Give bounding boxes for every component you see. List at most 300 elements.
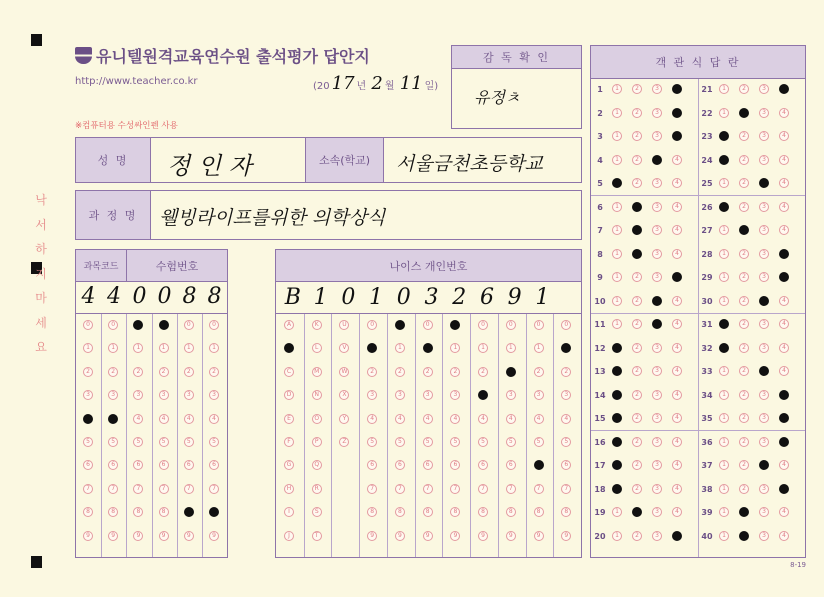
answer-bubble[interactable]: 1 bbox=[133, 343, 143, 353]
answer-bubble[interactable]: 2 bbox=[632, 531, 642, 541]
answer-bubble[interactable]: 1 bbox=[719, 343, 729, 353]
answer-bubble[interactable]: 2 bbox=[739, 225, 749, 235]
answer-bubble[interactable]: 4 bbox=[779, 413, 789, 423]
answer-bubble[interactable]: 1 bbox=[367, 343, 377, 353]
answer-bubble[interactable]: L bbox=[312, 343, 322, 353]
answer-bubble[interactable]: 6 bbox=[450, 460, 460, 470]
answer-bubble[interactable]: 3 bbox=[652, 507, 662, 517]
answer-bubble[interactable]: 9 bbox=[133, 531, 143, 541]
answer-bubble[interactable]: 4 bbox=[672, 366, 682, 376]
answer-bubble[interactable]: 2 bbox=[632, 460, 642, 470]
answer-bubble[interactable]: 2 bbox=[450, 367, 460, 377]
answer-bubble[interactable]: 9 bbox=[506, 531, 516, 541]
answer-bubble[interactable]: 1 bbox=[719, 507, 729, 517]
answer-bubble[interactable]: 0 bbox=[506, 320, 516, 330]
answer-bubble[interactable]: 3 bbox=[759, 249, 769, 259]
answer-bubble[interactable]: 5 bbox=[423, 437, 433, 447]
answer-bubble[interactable]: T bbox=[312, 531, 322, 541]
answer-bubble[interactable]: 3 bbox=[450, 390, 460, 400]
answer-bubble[interactable]: 8 bbox=[209, 507, 219, 517]
answer-bubble[interactable]: 8 bbox=[534, 507, 544, 517]
answer-bubble[interactable]: 7 bbox=[209, 484, 219, 494]
answer-bubble[interactable]: 3 bbox=[652, 413, 662, 423]
answer-bubble[interactable]: 6 bbox=[395, 460, 405, 470]
answer-bubble[interactable]: 4 bbox=[83, 414, 93, 424]
answer-bubble[interactable]: 5 bbox=[209, 437, 219, 447]
answer-bubble[interactable]: 9 bbox=[184, 531, 194, 541]
answer-bubble[interactable]: P bbox=[312, 437, 322, 447]
answer-bubble[interactable]: 2 bbox=[739, 84, 749, 94]
answer-bubble[interactable]: 9 bbox=[367, 531, 377, 541]
answer-bubble[interactable]: 8 bbox=[83, 507, 93, 517]
answer-bubble[interactable]: 3 bbox=[759, 84, 769, 94]
answer-bubble[interactable]: 1 bbox=[719, 202, 729, 212]
answer-bubble[interactable]: 4 bbox=[423, 414, 433, 424]
answer-bubble[interactable]: 3 bbox=[759, 437, 769, 447]
answer-bubble[interactable]: 1 bbox=[612, 437, 622, 447]
answer-bubble[interactable]: M bbox=[312, 367, 322, 377]
answer-bubble[interactable]: 2 bbox=[632, 390, 642, 400]
answer-bubble[interactable]: 4 bbox=[779, 507, 789, 517]
answer-bubble[interactable]: 4 bbox=[672, 202, 682, 212]
answer-bubble[interactable]: 4 bbox=[672, 225, 682, 235]
answer-bubble[interactable]: 3 bbox=[652, 437, 662, 447]
answer-bubble[interactable]: 1 bbox=[612, 484, 622, 494]
answer-bubble[interactable]: 2 bbox=[632, 343, 642, 353]
answer-bubble[interactable]: 2 bbox=[739, 178, 749, 188]
answer-bubble[interactable]: 1 bbox=[612, 155, 622, 165]
answer-bubble[interactable]: 2 bbox=[632, 131, 642, 141]
answer-bubble[interactable]: 7 bbox=[506, 484, 516, 494]
answer-bubble[interactable]: 6 bbox=[561, 460, 571, 470]
answer-bubble[interactable]: 3 bbox=[561, 390, 571, 400]
answer-bubble[interactable]: 1 bbox=[719, 484, 729, 494]
answer-bubble[interactable]: 6 bbox=[159, 460, 169, 470]
answer-bubble[interactable]: 1 bbox=[719, 155, 729, 165]
answer-bubble[interactable]: 7 bbox=[534, 484, 544, 494]
answer-bubble[interactable]: 3 bbox=[652, 84, 662, 94]
answer-bubble[interactable]: 4 bbox=[561, 414, 571, 424]
answer-bubble[interactable]: 2 bbox=[739, 108, 749, 118]
answer-bubble[interactable]: 2 bbox=[184, 367, 194, 377]
answer-bubble[interactable]: 9 bbox=[534, 531, 544, 541]
answer-bubble[interactable]: 4 bbox=[506, 414, 516, 424]
answer-bubble[interactable]: 3 bbox=[759, 225, 769, 235]
answer-bubble[interactable]: 1 bbox=[534, 343, 544, 353]
answer-bubble[interactable]: 7 bbox=[478, 484, 488, 494]
answer-bubble[interactable]: 1 bbox=[719, 249, 729, 259]
answer-bubble[interactable]: R bbox=[312, 484, 322, 494]
answer-bubble[interactable]: 0 bbox=[367, 320, 377, 330]
answer-bubble[interactable]: 2 bbox=[739, 484, 749, 494]
answer-bubble[interactable]: 3 bbox=[759, 507, 769, 517]
answer-bubble[interactable]: 5 bbox=[133, 437, 143, 447]
answer-bubble[interactable]: 1 bbox=[423, 343, 433, 353]
answer-bubble[interactable]: S bbox=[312, 507, 322, 517]
answer-bubble[interactable]: 6 bbox=[478, 460, 488, 470]
answer-bubble[interactable]: 4 bbox=[779, 131, 789, 141]
answer-bubble[interactable]: 5 bbox=[367, 437, 377, 447]
answer-bubble[interactable]: 2 bbox=[423, 367, 433, 377]
answer-bubble[interactable]: 4 bbox=[779, 272, 789, 282]
answer-bubble[interactable]: X bbox=[339, 390, 349, 400]
answer-bubble[interactable]: 1 bbox=[612, 178, 622, 188]
answer-bubble[interactable]: 9 bbox=[561, 531, 571, 541]
answer-bubble[interactable]: 2 bbox=[159, 367, 169, 377]
answer-bubble[interactable]: 8 bbox=[133, 507, 143, 517]
answer-bubble[interactable]: 1 bbox=[209, 343, 219, 353]
answer-bubble[interactable]: 0 bbox=[184, 320, 194, 330]
answer-bubble[interactable]: 1 bbox=[108, 343, 118, 353]
answer-bubble[interactable]: U bbox=[339, 320, 349, 330]
answer-bubble[interactable]: 3 bbox=[652, 178, 662, 188]
answer-bubble[interactable]: B bbox=[284, 343, 294, 353]
answer-bubble[interactable]: 3 bbox=[652, 108, 662, 118]
answer-bubble[interactable]: 3 bbox=[108, 390, 118, 400]
answer-bubble[interactable]: 3 bbox=[652, 319, 662, 329]
answer-bubble[interactable]: 6 bbox=[184, 460, 194, 470]
answer-bubble[interactable]: 2 bbox=[739, 249, 749, 259]
answer-bubble[interactable]: 5 bbox=[478, 437, 488, 447]
answer-bubble[interactable]: 3 bbox=[423, 390, 433, 400]
answer-bubble[interactable]: 2 bbox=[632, 225, 642, 235]
answer-bubble[interactable]: G bbox=[284, 460, 294, 470]
answer-bubble[interactable]: 1 bbox=[719, 272, 729, 282]
answer-bubble[interactable]: 3 bbox=[759, 366, 769, 376]
answer-bubble[interactable]: 3 bbox=[759, 531, 769, 541]
answer-bubble[interactable]: 8 bbox=[506, 507, 516, 517]
answer-bubble[interactable]: 7 bbox=[133, 484, 143, 494]
answer-bubble[interactable]: 8 bbox=[561, 507, 571, 517]
answer-bubble[interactable]: 4 bbox=[779, 460, 789, 470]
answer-bubble[interactable]: 3 bbox=[367, 390, 377, 400]
answer-bubble[interactable]: 3 bbox=[759, 178, 769, 188]
answer-bubble[interactable]: 3 bbox=[652, 131, 662, 141]
answer-bubble[interactable]: 3 bbox=[759, 460, 769, 470]
answer-bubble[interactable]: 0 bbox=[478, 320, 488, 330]
answer-bubble[interactable]: 0 bbox=[133, 320, 143, 330]
answer-bubble[interactable]: 1 bbox=[561, 343, 571, 353]
answer-bubble[interactable]: 4 bbox=[672, 108, 682, 118]
answer-bubble[interactable]: I bbox=[284, 507, 294, 517]
answer-bubble[interactable]: 4 bbox=[672, 319, 682, 329]
answer-bubble[interactable]: W bbox=[339, 367, 349, 377]
answer-bubble[interactable]: K bbox=[312, 320, 322, 330]
answer-bubble[interactable]: 7 bbox=[184, 484, 194, 494]
answer-bubble[interactable]: 4 bbox=[478, 414, 488, 424]
answer-bubble[interactable]: 4 bbox=[672, 249, 682, 259]
answer-bubble[interactable]: 1 bbox=[719, 366, 729, 376]
answer-bubble[interactable]: 2 bbox=[739, 437, 749, 447]
answer-bubble[interactable]: 2 bbox=[739, 413, 749, 423]
answer-bubble[interactable]: 3 bbox=[184, 390, 194, 400]
answer-bubble[interactable]: 4 bbox=[367, 414, 377, 424]
answer-bubble[interactable]: 2 bbox=[367, 367, 377, 377]
answer-bubble[interactable]: 4 bbox=[209, 414, 219, 424]
answer-bubble[interactable]: 4 bbox=[779, 84, 789, 94]
answer-bubble[interactable]: 4 bbox=[779, 390, 789, 400]
answer-bubble[interactable]: 4 bbox=[779, 225, 789, 235]
answer-bubble[interactable]: 3 bbox=[652, 155, 662, 165]
answer-bubble[interactable]: 0 bbox=[561, 320, 571, 330]
answer-bubble[interactable]: 4 bbox=[672, 131, 682, 141]
answer-bubble[interactable]: 1 bbox=[612, 225, 622, 235]
answer-bubble[interactable]: 4 bbox=[672, 507, 682, 517]
answer-bubble[interactable]: 2 bbox=[739, 272, 749, 282]
answer-bubble[interactable]: 9 bbox=[423, 531, 433, 541]
answer-bubble[interactable]: 1 bbox=[719, 108, 729, 118]
answer-bubble[interactable]: 2 bbox=[632, 249, 642, 259]
answer-bubble[interactable]: 9 bbox=[159, 531, 169, 541]
answer-bubble[interactable]: 2 bbox=[632, 437, 642, 447]
answer-bubble[interactable]: J bbox=[284, 531, 294, 541]
answer-bubble[interactable]: 1 bbox=[612, 131, 622, 141]
answer-bubble[interactable]: 6 bbox=[367, 460, 377, 470]
answer-bubble[interactable]: 1 bbox=[478, 343, 488, 353]
answer-bubble[interactable]: 0 bbox=[395, 320, 405, 330]
answer-bubble[interactable]: 4 bbox=[672, 272, 682, 282]
answer-bubble[interactable]: 6 bbox=[506, 460, 516, 470]
answer-bubble[interactable]: 1 bbox=[395, 343, 405, 353]
answer-bubble[interactable]: 1 bbox=[506, 343, 516, 353]
answer-bubble[interactable]: 2 bbox=[739, 531, 749, 541]
answer-bubble[interactable]: 2 bbox=[478, 367, 488, 377]
answer-bubble[interactable]: 4 bbox=[779, 343, 789, 353]
answer-bubble[interactable]: 1 bbox=[719, 319, 729, 329]
answer-bubble[interactable]: 9 bbox=[108, 531, 118, 541]
answer-bubble[interactable]: 3 bbox=[759, 272, 769, 282]
answer-bubble[interactable]: 7 bbox=[423, 484, 433, 494]
answer-bubble[interactable]: 2 bbox=[739, 460, 749, 470]
answer-bubble[interactable]: C bbox=[284, 367, 294, 377]
answer-bubble[interactable]: 1 bbox=[719, 178, 729, 188]
answer-bubble[interactable]: 5 bbox=[534, 437, 544, 447]
answer-bubble[interactable]: 5 bbox=[159, 437, 169, 447]
answer-bubble[interactable]: 6 bbox=[534, 460, 544, 470]
answer-bubble[interactable]: O bbox=[312, 414, 322, 424]
answer-bubble[interactable]: 3 bbox=[652, 531, 662, 541]
answer-bubble[interactable]: 2 bbox=[632, 507, 642, 517]
answer-bubble[interactable]: 9 bbox=[209, 531, 219, 541]
answer-bubble[interactable]: 2 bbox=[739, 202, 749, 212]
answer-bubble[interactable]: 7 bbox=[450, 484, 460, 494]
answer-bubble[interactable]: 9 bbox=[450, 531, 460, 541]
answer-bubble[interactable]: 1 bbox=[719, 84, 729, 94]
answer-bubble[interactable]: 2 bbox=[506, 367, 516, 377]
answer-bubble[interactable]: 2 bbox=[632, 108, 642, 118]
answer-bubble[interactable]: 6 bbox=[133, 460, 143, 470]
answer-bubble[interactable]: 8 bbox=[478, 507, 488, 517]
answer-bubble[interactable]: 1 bbox=[612, 460, 622, 470]
answer-bubble[interactable]: 3 bbox=[759, 484, 769, 494]
answer-bubble[interactable]: 5 bbox=[395, 437, 405, 447]
answer-bubble[interactable]: 6 bbox=[83, 460, 93, 470]
answer-bubble[interactable]: 8 bbox=[450, 507, 460, 517]
answer-bubble[interactable]: Y bbox=[339, 414, 349, 424]
answer-bubble[interactable]: 3 bbox=[652, 225, 662, 235]
answer-bubble[interactable]: 3 bbox=[478, 390, 488, 400]
answer-bubble[interactable]: 3 bbox=[506, 390, 516, 400]
answer-bubble[interactable]: 0 bbox=[209, 320, 219, 330]
answer-bubble[interactable]: 2 bbox=[534, 367, 544, 377]
answer-bubble[interactable]: 3 bbox=[534, 390, 544, 400]
answer-bubble[interactable]: 3 bbox=[652, 343, 662, 353]
answer-bubble[interactable]: 1 bbox=[719, 131, 729, 141]
answer-bubble[interactable]: 2 bbox=[209, 367, 219, 377]
answer-bubble[interactable]: 3 bbox=[759, 131, 769, 141]
answer-bubble[interactable]: 1 bbox=[719, 413, 729, 423]
answer-bubble[interactable]: 7 bbox=[108, 484, 118, 494]
answer-bubble[interactable]: 2 bbox=[632, 413, 642, 423]
answer-bubble[interactable]: 4 bbox=[779, 108, 789, 118]
answer-bubble[interactable]: 3 bbox=[209, 390, 219, 400]
answer-bubble[interactable]: 4 bbox=[534, 414, 544, 424]
answer-bubble[interactable]: 5 bbox=[184, 437, 194, 447]
answer-bubble[interactable]: 7 bbox=[159, 484, 169, 494]
answer-bubble[interactable]: 7 bbox=[395, 484, 405, 494]
answer-bubble[interactable]: 4 bbox=[779, 319, 789, 329]
answer-bubble[interactable]: 2 bbox=[739, 366, 749, 376]
answer-bubble[interactable]: 3 bbox=[759, 155, 769, 165]
answer-bubble[interactable]: 5 bbox=[108, 437, 118, 447]
answer-bubble[interactable]: 1 bbox=[612, 413, 622, 423]
answer-bubble[interactable]: 8 bbox=[159, 507, 169, 517]
answer-bubble[interactable]: 1 bbox=[612, 296, 622, 306]
answer-bubble[interactable]: 4 bbox=[672, 84, 682, 94]
answer-bubble[interactable]: 3 bbox=[759, 319, 769, 329]
answer-bubble[interactable]: 1 bbox=[612, 507, 622, 517]
answer-bubble[interactable]: 3 bbox=[652, 249, 662, 259]
answer-bubble[interactable]: 0 bbox=[534, 320, 544, 330]
answer-bubble[interactable]: 0 bbox=[83, 320, 93, 330]
answer-bubble[interactable]: 2 bbox=[133, 367, 143, 377]
answer-bubble[interactable]: 2 bbox=[632, 84, 642, 94]
answer-bubble[interactable]: 4 bbox=[672, 343, 682, 353]
answer-bubble[interactable]: 4 bbox=[672, 437, 682, 447]
answer-bubble[interactable]: 4 bbox=[779, 249, 789, 259]
answer-bubble[interactable]: F bbox=[284, 437, 294, 447]
answer-bubble[interactable]: 1 bbox=[612, 531, 622, 541]
answer-bubble[interactable]: 1 bbox=[612, 366, 622, 376]
answer-bubble[interactable]: 7 bbox=[83, 484, 93, 494]
answer-bubble[interactable]: 6 bbox=[423, 460, 433, 470]
answer-bubble[interactable]: 2 bbox=[739, 390, 749, 400]
answer-bubble[interactable]: 1 bbox=[719, 225, 729, 235]
answer-bubble[interactable]: 0 bbox=[423, 320, 433, 330]
answer-bubble[interactable]: 8 bbox=[367, 507, 377, 517]
answer-bubble[interactable]: D bbox=[284, 390, 294, 400]
answer-bubble[interactable]: A bbox=[284, 320, 294, 330]
answer-bubble[interactable]: 1 bbox=[719, 531, 729, 541]
answer-bubble[interactable]: 1 bbox=[184, 343, 194, 353]
answer-bubble[interactable]: 4 bbox=[159, 414, 169, 424]
answer-bubble[interactable]: N bbox=[312, 390, 322, 400]
answer-bubble[interactable]: 5 bbox=[83, 437, 93, 447]
answer-bubble[interactable]: 1 bbox=[719, 437, 729, 447]
answer-bubble[interactable]: 1 bbox=[719, 296, 729, 306]
answer-bubble[interactable]: 3 bbox=[133, 390, 143, 400]
answer-bubble[interactable]: V bbox=[339, 343, 349, 353]
answer-bubble[interactable]: 2 bbox=[108, 367, 118, 377]
answer-bubble[interactable]: 4 bbox=[779, 366, 789, 376]
answer-bubble[interactable]: 1 bbox=[450, 343, 460, 353]
answer-bubble[interactable]: 7 bbox=[367, 484, 377, 494]
answer-bubble[interactable]: 4 bbox=[779, 296, 789, 306]
answer-bubble[interactable]: 4 bbox=[779, 202, 789, 212]
answer-bubble[interactable]: 0 bbox=[159, 320, 169, 330]
answer-bubble[interactable]: 3 bbox=[83, 390, 93, 400]
answer-bubble[interactable]: 6 bbox=[108, 460, 118, 470]
answer-bubble[interactable]: 1 bbox=[612, 249, 622, 259]
answer-bubble[interactable]: 5 bbox=[506, 437, 516, 447]
answer-bubble[interactable]: 1 bbox=[612, 108, 622, 118]
answer-bubble[interactable]: 4 bbox=[450, 414, 460, 424]
answer-bubble[interactable]: 7 bbox=[561, 484, 571, 494]
answer-bubble[interactable]: 3 bbox=[652, 202, 662, 212]
answer-bubble[interactable]: 2 bbox=[632, 484, 642, 494]
answer-bubble[interactable]: 3 bbox=[652, 366, 662, 376]
answer-bubble[interactable]: 1 bbox=[719, 460, 729, 470]
answer-bubble[interactable]: 2 bbox=[632, 319, 642, 329]
answer-bubble[interactable]: 4 bbox=[672, 413, 682, 423]
answer-bubble[interactable]: 3 bbox=[759, 296, 769, 306]
answer-bubble[interactable]: 1 bbox=[719, 390, 729, 400]
answer-bubble[interactable]: 2 bbox=[561, 367, 571, 377]
answer-bubble[interactable]: 3 bbox=[652, 272, 662, 282]
answer-bubble[interactable]: 3 bbox=[759, 202, 769, 212]
answer-bubble[interactable]: 2 bbox=[739, 319, 749, 329]
answer-bubble[interactable]: 1 bbox=[612, 202, 622, 212]
answer-bubble[interactable]: 3 bbox=[652, 460, 662, 470]
answer-bubble[interactable]: 8 bbox=[395, 507, 405, 517]
answer-bubble[interactable]: 1 bbox=[612, 84, 622, 94]
answer-bubble[interactable]: 2 bbox=[632, 296, 642, 306]
answer-bubble[interactable]: 4 bbox=[779, 155, 789, 165]
answer-bubble[interactable]: 4 bbox=[779, 437, 789, 447]
answer-bubble[interactable]: 2 bbox=[632, 272, 642, 282]
answer-bubble[interactable]: 3 bbox=[759, 413, 769, 423]
answer-bubble[interactable]: 1 bbox=[612, 390, 622, 400]
answer-bubble[interactable]: 4 bbox=[779, 178, 789, 188]
answer-bubble[interactable]: 2 bbox=[739, 343, 749, 353]
answer-bubble[interactable]: 4 bbox=[779, 531, 789, 541]
answer-bubble[interactable]: 3 bbox=[652, 390, 662, 400]
answer-bubble[interactable]: 4 bbox=[672, 178, 682, 188]
answer-bubble[interactable]: 4 bbox=[779, 484, 789, 494]
answer-bubble[interactable]: 2 bbox=[632, 155, 642, 165]
answer-bubble[interactable]: 3 bbox=[759, 108, 769, 118]
answer-bubble[interactable]: 2 bbox=[739, 296, 749, 306]
answer-bubble[interactable]: 2 bbox=[632, 178, 642, 188]
answer-bubble[interactable]: 8 bbox=[423, 507, 433, 517]
answer-bubble[interactable]: 2 bbox=[739, 155, 749, 165]
answer-bubble[interactable]: 4 bbox=[672, 460, 682, 470]
answer-bubble[interactable]: 4 bbox=[184, 414, 194, 424]
answer-bubble[interactable]: 4 bbox=[395, 414, 405, 424]
answer-bubble[interactable]: 3 bbox=[652, 296, 662, 306]
answer-bubble[interactable]: Z bbox=[339, 437, 349, 447]
answer-bubble[interactable]: 2 bbox=[83, 367, 93, 377]
answer-bubble[interactable]: 4 bbox=[672, 390, 682, 400]
answer-bubble[interactable]: Q bbox=[312, 460, 322, 470]
answer-bubble[interactable]: 9 bbox=[478, 531, 488, 541]
answer-bubble[interactable]: 4 bbox=[672, 296, 682, 306]
answer-bubble[interactable]: 1 bbox=[83, 343, 93, 353]
answer-bubble[interactable]: 3 bbox=[652, 484, 662, 494]
answer-bubble[interactable]: 2 bbox=[632, 202, 642, 212]
answer-bubble[interactable]: 1 bbox=[612, 343, 622, 353]
answer-bubble[interactable]: 1 bbox=[612, 319, 622, 329]
